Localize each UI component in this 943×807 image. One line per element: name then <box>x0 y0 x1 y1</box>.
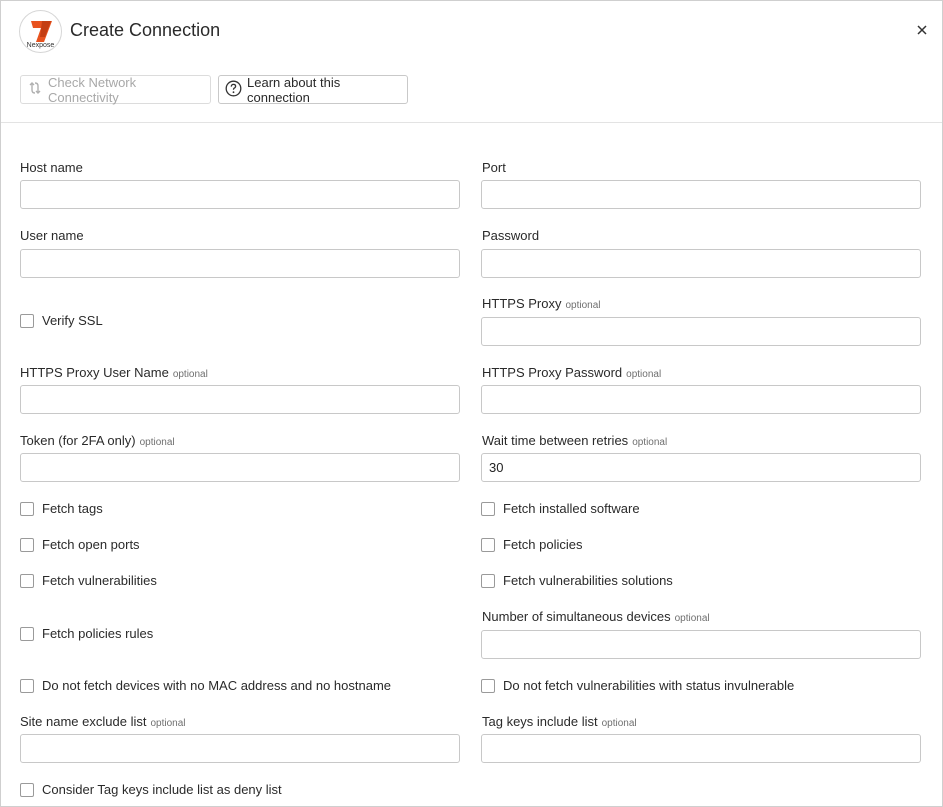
no-invulnerable-checkbox[interactable] <box>481 678 794 693</box>
port-input[interactable] <box>481 180 921 209</box>
verify-ssl-label: Verify SSL <box>42 313 103 328</box>
fetch-tags-checkbox[interactable] <box>20 501 103 516</box>
checkbox-box[interactable] <box>20 679 34 693</box>
https-proxy-password-label-text: HTTPS Proxy Password <box>482 365 623 380</box>
wait-time-label <box>482 433 667 448</box>
token-input[interactable] <box>20 453 460 482</box>
checkbox-box[interactable] <box>481 502 495 516</box>
fetch-open-ports-label: Fetch open ports <box>42 537 140 552</box>
optional-tag: optional <box>139 437 175 448</box>
no-mac-hostname-label: Do not fetch devices with no MAC address and no hostname <box>42 678 392 693</box>
checkbox-box[interactable] <box>20 502 34 516</box>
user-name-input[interactable] <box>20 249 460 278</box>
fetch-installed-software-label: Fetch installed software <box>503 501 640 516</box>
checkbox-box[interactable] <box>481 538 495 552</box>
checkbox-box[interactable] <box>20 574 34 588</box>
checkbox-box[interactable] <box>481 679 495 693</box>
host-name-label: Host name <box>20 160 83 175</box>
verify-ssl-checkbox[interactable] <box>20 313 103 328</box>
fetch-vulnerabilities-label: Fetch vulnerabilities <box>42 573 157 588</box>
simultaneous-devices-label-text: Number of simultaneous devices <box>482 609 671 624</box>
checkbox-box[interactable] <box>481 574 495 588</box>
https-proxy-password-label <box>482 365 661 380</box>
password-label: Password <box>482 228 540 243</box>
wait-time-input[interactable] <box>481 453 921 482</box>
password-input[interactable] <box>481 249 921 278</box>
no-mac-hostname-checkbox[interactable] <box>20 678 391 693</box>
optional-tag: optional <box>565 300 601 311</box>
tag-keys-deny-label: Consider Tag keys include list as deny list <box>42 782 282 797</box>
dialog-title: Create Connection <box>70 20 221 40</box>
fetch-vulnerabilities-checkbox[interactable] <box>20 573 157 588</box>
logo-text: Nexpose <box>26 42 55 49</box>
https-proxy-label <box>482 296 601 311</box>
optional-tag: optional <box>626 369 662 380</box>
https-proxy-password-input[interactable] <box>481 385 921 414</box>
tag-keys-include-input[interactable] <box>481 734 921 763</box>
fetch-tags-label: Fetch tags <box>42 501 103 516</box>
network-check-icon <box>27 80 43 99</box>
token-label <box>20 433 175 448</box>
tag-keys-deny-checkbox[interactable] <box>20 782 282 797</box>
fetch-policies-rules-label: Fetch policies rules <box>42 626 154 641</box>
optional-tag: optional <box>674 613 710 624</box>
https-proxy-user-input[interactable] <box>20 385 460 414</box>
optional-tag: optional <box>601 718 637 729</box>
checkbox-box[interactable] <box>20 783 34 797</box>
optional-tag: optional <box>172 369 208 380</box>
nexpose-logo <box>19 10 62 53</box>
fetch-policies-label: Fetch policies <box>503 537 583 552</box>
simultaneous-devices-label <box>482 609 710 624</box>
tag-keys-include-label-text: Tag keys include list <box>482 714 598 729</box>
no-invulnerable-label: Do not fetch vulnerabilities with status invulnerable <box>503 678 795 693</box>
token-label-text: Token (for 2FA only) <box>20 433 136 448</box>
https-proxy-label-text: HTTPS Proxy <box>482 296 562 311</box>
fetch-installed-software-checkbox[interactable] <box>481 501 640 516</box>
fetch-policies-checkbox[interactable] <box>481 537 582 552</box>
site-exclude-label-text: Site name exclude list <box>20 714 147 729</box>
https-proxy-input[interactable] <box>481 317 921 346</box>
checkbox-box[interactable] <box>20 627 34 641</box>
check-network-button[interactable] <box>20 75 211 104</box>
optional-tag: optional <box>150 718 186 729</box>
checkbox-box[interactable] <box>20 314 34 328</box>
port-label: Port <box>482 160 506 175</box>
user-name-label: User name <box>20 228 84 243</box>
https-proxy-user-label-text: HTTPS Proxy User Name <box>20 365 169 380</box>
site-exclude-label <box>20 714 185 729</box>
tag-keys-include-label <box>482 714 637 729</box>
https-proxy-user-label <box>20 365 208 380</box>
checkbox-box[interactable] <box>20 538 34 552</box>
simultaneous-devices-input[interactable] <box>481 630 921 659</box>
close-icon[interactable] <box>913 21 931 39</box>
fetch-vuln-solutions-checkbox[interactable] <box>481 573 673 588</box>
optional-tag: optional <box>632 437 668 448</box>
host-name-input[interactable] <box>20 180 460 209</box>
fetch-vuln-solutions-label: Fetch vulnerabilities solutions <box>503 573 673 588</box>
site-exclude-input[interactable] <box>20 734 460 763</box>
wait-time-label-text: Wait time between retries <box>482 433 629 448</box>
learn-connection-button[interactable] <box>218 75 408 104</box>
fetch-policies-rules-checkbox[interactable] <box>20 626 153 641</box>
help-circle-icon <box>225 80 242 100</box>
fetch-open-ports-checkbox[interactable] <box>20 537 140 552</box>
learn-connection-label: Learn about this connection <box>247 74 341 105</box>
check-network-label: Check Network Connectivity <box>48 74 137 105</box>
dialog-header <box>1 1 942 123</box>
